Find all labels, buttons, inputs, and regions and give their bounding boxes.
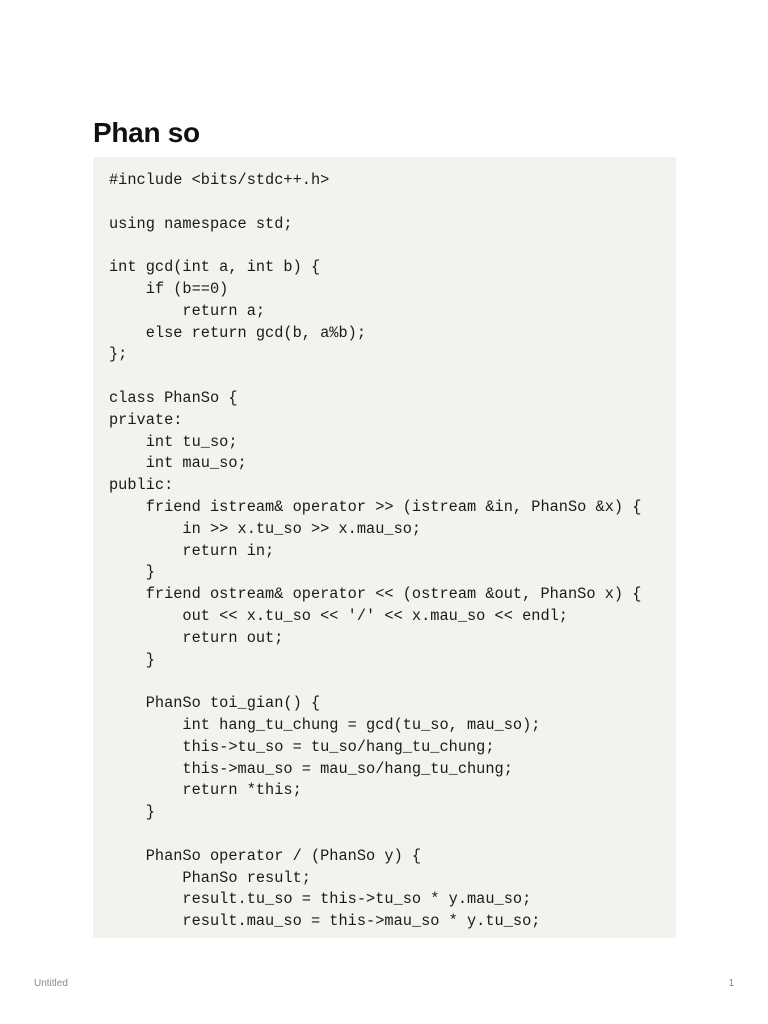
code-content: #include <bits/stdc++.h> using namespace std; int gcd(int a, int b) { if (b==0) return a; else return gcd(b, a%b); }; class PhanSo { private: int tu_so; int mau_so; public: friend istream& operator >> (istream &in, PhanSo &x) { in >> x.tu_so >> x.mau_so; return in; } friend ostream& operator << (ostream &out, PhanSo x) { out << x.tu_so << '/' << x.mau_so << endl; return out; } PhanSo toi_gian() { int hang_tu_chung = gcd(tu_so, mau_so); this->tu_so = tu_so/hang_tu_chung; this->mau_so = mau_so/hang_tu_chung; return *this; } PhanSo operator / (PhanSo y) { PhanSo result; result.tu_so = this->tu_so * y.mau_so; result.mau_so = this->mau_so * y.tu_so;: [109, 171, 642, 931]
footer-document-name: Untitled: [34, 978, 68, 989]
footer-page-number: 1: [728, 978, 734, 989]
page-title: Phan so: [93, 117, 200, 148]
code-block: [93, 157, 676, 938]
